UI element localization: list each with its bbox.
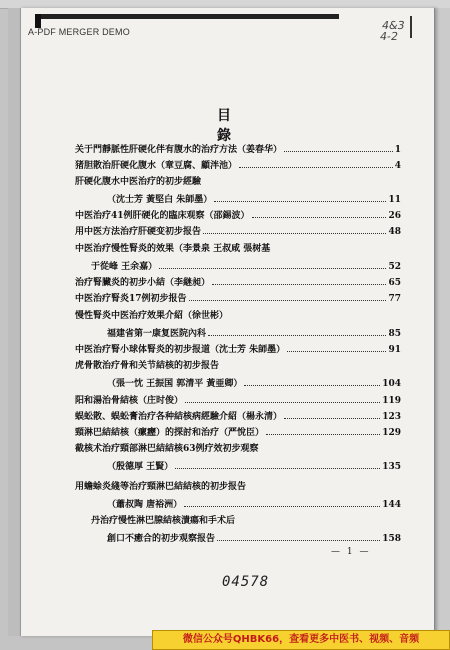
toc-entry[interactable]: （蕭叔陶 唐裕洲） 144	[107, 500, 401, 510]
toc-entry[interactable]: 丹治疗慢性淋巴腺結核潰瘍和手术后	[91, 516, 236, 526]
toc-entry[interactable]: 慢性腎炎中医治疗效果介紹（徐世彬）	[75, 311, 229, 321]
toc-entry[interactable]: 蜈蚣散、蜈蚣膏治疗各种結核病經驗介紹（楊永清） 123	[75, 412, 401, 422]
toc-entry[interactable]: 中医治疗41例肝硬化的臨床观察（邵錫波） 26	[75, 211, 401, 221]
handwritten-code	[379, 20, 405, 42]
toc-entry[interactable]: 中医治疗腎炎17例初步报告 77	[75, 294, 401, 304]
watermark-text: A-PDF MERGER DEMO	[28, 27, 130, 37]
toc-entry[interactable]: 猪胆散治肝硬化腹水（章豆腐、顧泮池） 4	[75, 161, 401, 171]
scan-edge-line	[39, 14, 339, 19]
toc-entry[interactable]: 截核术治疗頸部淋巴結結核63例疗效初步观察	[75, 444, 259, 454]
document-page	[20, 8, 435, 636]
toc-entry[interactable]: 中医治疗腎小球体腎炎的初步报道（沈士芳 朱師墨） 91	[75, 345, 401, 355]
toc-title: 目 錄	[217, 108, 261, 144]
stamp-number: 04578	[222, 574, 270, 590]
toc-entry[interactable]: 福建省第一康复医院內科 85	[107, 329, 401, 339]
toc-entry[interactable]: 中医治疗慢性腎炎的效果（李景泉 王叔咸 張树基	[75, 244, 271, 254]
promo-banner[interactable]: 微信公众号QHBK66，查看更多中医书、视频、音频	[152, 630, 450, 650]
toc-entry[interactable]: 創口不癒合的初步观察报告 158	[107, 534, 401, 544]
scan-right-mark	[410, 16, 422, 38]
toc-entry[interactable]: （張一忱 王振国 郭清平 黃亜卿） 104	[107, 379, 401, 389]
toc-entry[interactable]: 阳和湯治骨結核（庄时俊） 119	[75, 396, 401, 406]
page-right-edge	[433, 8, 450, 636]
toc-entry[interactable]: 治疗腎臟炎的初步小結（李継昶） 65	[75, 278, 401, 288]
toc-entry[interactable]: 頸淋巴結結核（瘰癧）的探討和治疗（严悅臣） 129	[75, 428, 401, 438]
scan-corner-mark	[35, 14, 41, 28]
toc-entry[interactable]: 肝硬化腹水中医治疗的初步經驗	[75, 177, 202, 187]
toc-entry[interactable]: （殷德厚 王賢） 135	[107, 462, 401, 472]
toc-entry[interactable]: （沈士芳 黃堅白 朱師墨） 11	[107, 195, 401, 205]
toc-entry[interactable]: 关于門靜脈性肝硬化伴有腹水的治疗方法（姜春华） 1	[75, 145, 401, 155]
handwritten-code-line-2: 4-2	[379, 30, 400, 43]
toc-entry[interactable]: 用蟾蜍炎綫等治疗頸淋巴結結核的初步报告	[75, 482, 247, 492]
toc-entry[interactable]: 于從峰 王余嘉） 52	[91, 262, 401, 272]
handwritten-code-line-1: 4&3	[381, 19, 407, 32]
toc-entry[interactable]: 虎骨散治疗骨和关节結核的初步报告	[75, 361, 220, 371]
toc-entry[interactable]: 用中医方法治疗肝硬变初步报告 48	[75, 227, 401, 237]
page-number: — 1 —	[331, 547, 371, 557]
